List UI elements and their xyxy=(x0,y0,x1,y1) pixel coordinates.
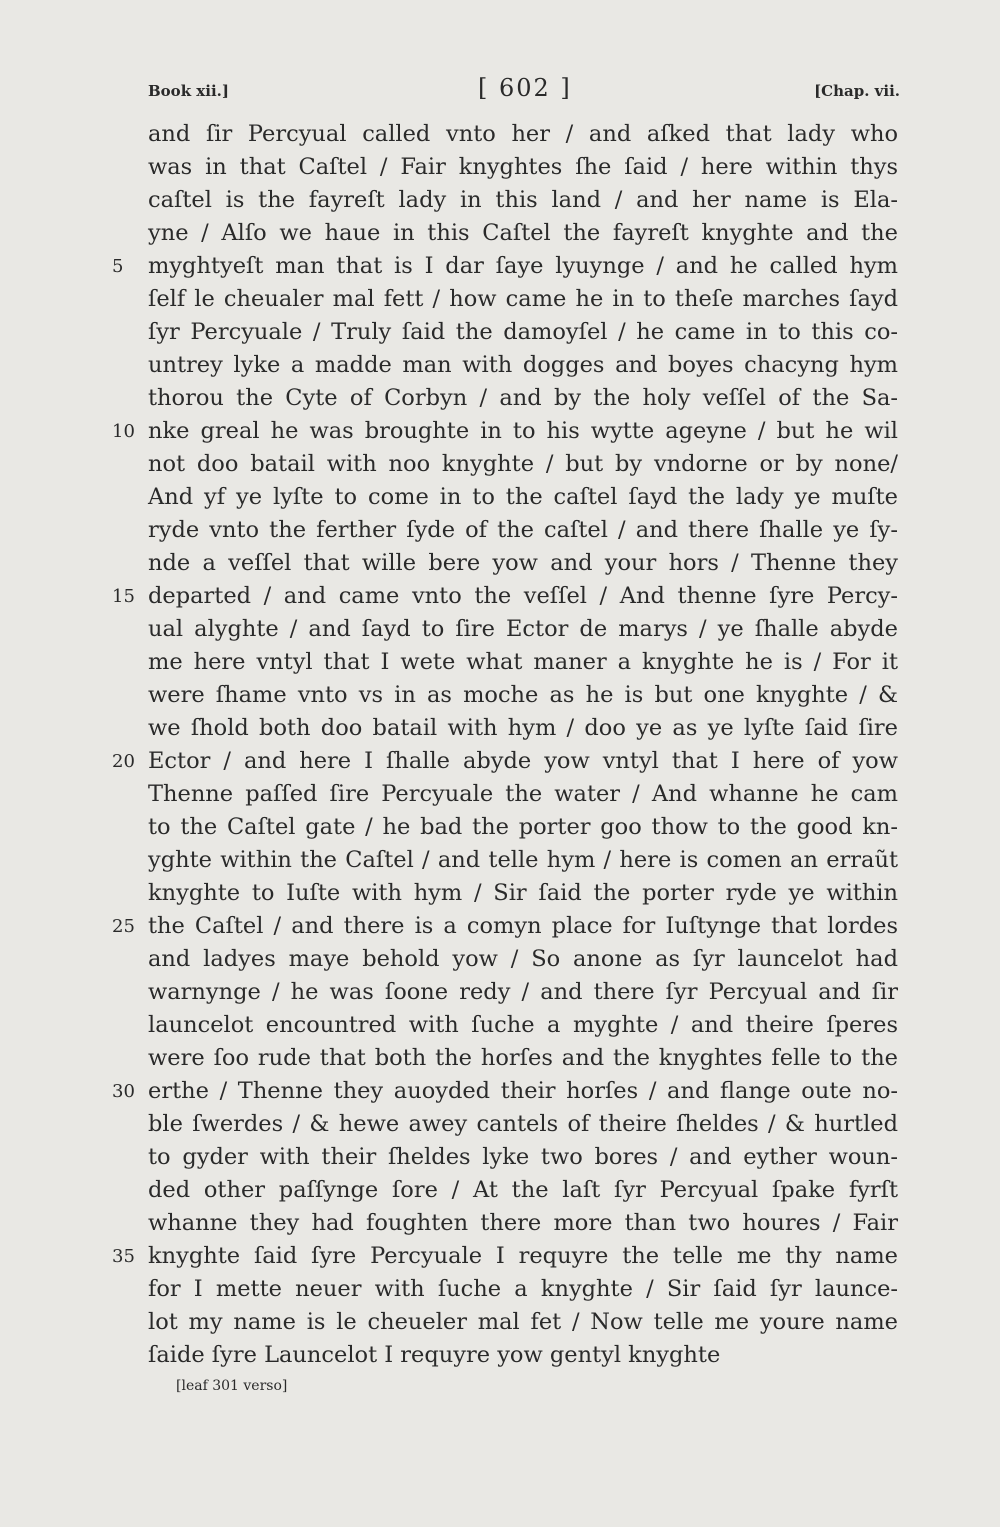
line-text: thorou the Cyte of Corbyn / and by the holy veſſel of the Sa- xyxy=(148,385,898,411)
text-line xyxy=(148,877,898,910)
text-line xyxy=(148,547,898,580)
text-line xyxy=(148,844,898,877)
line-text: myghtyeſt man that is I dar ſaye lyuynge / and he called hym xyxy=(148,253,898,279)
line-text: whanne they had foughten there more than two houres / Fair xyxy=(148,1210,898,1236)
book-reference: Book xii.] xyxy=(148,82,229,100)
line-text: we ſhold both doo batail with hym / doo ye as ye lyſte ſaid ſire xyxy=(148,715,898,741)
line-text: were ſoo rude that both the horſes and the knyghtes felle to the xyxy=(148,1045,898,1071)
line-text: erthe / Thenne they auoyded their horſes / and flange oute no- xyxy=(148,1078,898,1104)
text-line xyxy=(148,481,898,514)
text-line xyxy=(148,184,898,217)
leaf-note: [leaf 301 verso] xyxy=(176,1378,288,1394)
line-text: knyghte ſaid ſyre Percyuale I requyre the telle me thy name xyxy=(148,1243,898,1269)
text-line xyxy=(148,646,898,679)
text-line xyxy=(148,382,898,415)
text-line xyxy=(112,415,898,448)
text-line xyxy=(112,1075,898,1108)
line-text: ble ſwerdes / & hewe awey cantels of theire ſheldes / & hurtled xyxy=(148,1111,898,1137)
line-number: 25 xyxy=(112,916,135,937)
line-text: ſelf le cheualer mal fett / how came he in to theſe marches ſayd xyxy=(148,286,898,312)
line-number: 15 xyxy=(112,586,135,607)
text-line xyxy=(148,1042,898,1075)
line-number: 10 xyxy=(112,421,135,442)
text-line xyxy=(112,250,898,283)
body-text xyxy=(112,118,898,1372)
text-line xyxy=(148,514,898,547)
text-line xyxy=(148,943,898,976)
text-line xyxy=(148,1141,898,1174)
line-text: was in that Caſtel / Fair knyghtes ſhe ſaid / here within thys xyxy=(148,154,898,180)
text-line xyxy=(148,712,898,745)
line-text: ryde vnto the ferther ſyde of the caſtel / and there ſhalle ye ſy- xyxy=(148,517,898,543)
text-line xyxy=(112,1240,898,1273)
line-text: yghte within the Caſtel / and telle hym / here is comen an erraũt xyxy=(148,847,898,873)
line-text: nke greal he was broughte in to his wytte ageyne / but he wil xyxy=(148,418,898,444)
text-line xyxy=(148,811,898,844)
text-line xyxy=(148,976,898,1009)
text-line xyxy=(148,778,898,811)
line-number: 30 xyxy=(112,1081,135,1102)
text-line xyxy=(148,679,898,712)
line-text: nde a veſſel that wille bere yow and your hors / Thenne they xyxy=(148,550,898,576)
page-number: [ 602 ] xyxy=(478,74,572,102)
text-line xyxy=(148,316,898,349)
line-text: departed / and came vnto the veſſel / And thenne ſyre Percy- xyxy=(148,583,898,609)
text-line xyxy=(148,1108,898,1141)
line-text: me here vntyl that I wete what maner a knyghte he is / For it xyxy=(148,649,898,675)
line-text: And yf ye lyſte to come in to the caſtel ſayd the lady ye muſte xyxy=(148,484,898,510)
text-line xyxy=(148,349,898,382)
text-line xyxy=(112,580,898,613)
line-text: to gyder with their ſheldes lyke two bores / and eyther woun- xyxy=(148,1144,898,1170)
text-line xyxy=(148,118,898,151)
line-text: Thenne paſſed ſire Percyuale the water / And whanne he cam xyxy=(148,781,898,807)
text-line xyxy=(148,1339,898,1372)
line-text: to the Caſtel gate / he bad the porter goo thow to the good kn- xyxy=(148,814,898,840)
line-text: lot my name is le cheueler mal fet / Now telle me youre name xyxy=(148,1309,898,1335)
chapter-reference: [Chap. vii. xyxy=(814,82,900,100)
line-text: were ſhame vnto vs in as moche as he is but one knyghte / & xyxy=(148,682,898,708)
line-number: 5 xyxy=(112,256,124,277)
line-text: yne / Alſo we haue in this Caſtel the fayreſt knyghte and the xyxy=(148,220,898,246)
text-line xyxy=(148,1174,898,1207)
line-text: launcelot encountred with ſuche a myghte / and theire ſperes xyxy=(148,1012,898,1038)
text-line xyxy=(148,1207,898,1240)
line-text: ſyr Percyuale / Truly ſaid the damoyſel / he came in to this co- xyxy=(148,319,898,345)
line-text: untrey lyke a madde man with dogges and boyes chacyng hym xyxy=(148,352,898,378)
line-text: ſaide ſyre Launcelot I requyre yow gentyl knyghte xyxy=(148,1342,721,1368)
line-text: warnynge / he was ſoone redy / and there ſyr Percyual and ſir xyxy=(148,979,898,1005)
text-line xyxy=(112,910,898,943)
line-text: knyghte to Iuſte with hym / Sir ſaid the porter ryde ye within xyxy=(148,880,898,906)
line-text: caſtel is the fayreſt lady in this land / and her name is Ela- xyxy=(148,187,898,213)
text-line xyxy=(148,217,898,250)
line-text: Ector / and here I ſhalle abyde yow vntyl that I here of yow xyxy=(148,748,898,774)
text-line xyxy=(148,613,898,646)
line-text: ded other paſſynge ſore / At the laſt ſyr Percyual ſpake fyrſt xyxy=(148,1177,898,1203)
line-number: 35 xyxy=(112,1246,135,1267)
line-text: ual alyghte / and ſayd to ſire Ector de marys / ye ſhalle abyde xyxy=(148,616,898,642)
line-text: not doo batail with noo knyghte / but by vndorne or by none/ xyxy=(148,451,898,477)
text-line xyxy=(148,1009,898,1042)
line-text: for I mette neuer with ſuche a knyghte / Sir ſaid ſyr launce- xyxy=(148,1276,898,1302)
line-text: and ladyes maye behold yow / So anone as ſyr launcelot had xyxy=(148,946,898,972)
line-text: the Caſtel / and there is a comyn place for Iuſtynge that lordes xyxy=(148,913,898,939)
text-line xyxy=(148,283,898,316)
text-line xyxy=(148,1273,898,1306)
text-line xyxy=(148,448,898,481)
text-line xyxy=(112,745,898,778)
line-number: 20 xyxy=(112,751,135,772)
running-header xyxy=(148,74,900,110)
line-text: and ſir Percyual called vnto her / and aſked that lady who xyxy=(148,121,898,147)
text-line xyxy=(148,1306,898,1339)
text-line xyxy=(148,151,898,184)
